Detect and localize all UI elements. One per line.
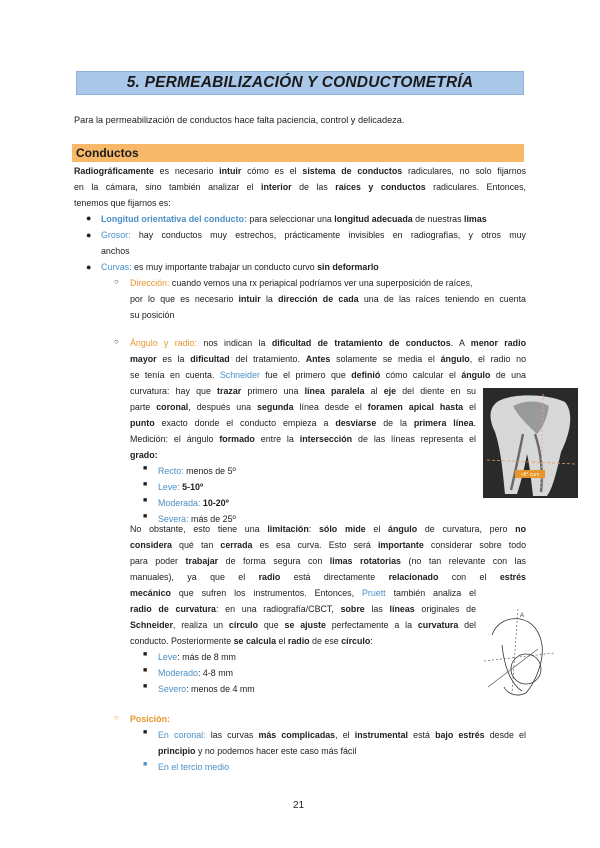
grade-item: Recto: menos de 5º <box>158 466 236 476</box>
grade-item: Leve: 5-10º <box>158 482 204 492</box>
paragraph-line: radio de curvatura: en una radiografía/CBCT, sobre las líneas originales de <box>130 604 477 614</box>
bullet-square-icon: ■ <box>143 729 148 736</box>
curvature-radius-sketch <box>478 605 558 700</box>
list-item-continuation: curvatura: hay que trazar primero una línea paralela al eje del diente en su <box>130 386 476 396</box>
bullet-disc-icon: ● <box>86 262 92 272</box>
section-heading-banner <box>72 144 524 162</box>
chapter-title-banner <box>76 71 524 95</box>
list-item-continuation: mayor es la dificultad del tratamiento. Antes solamente se media el ángulo, el radio no <box>130 354 526 364</box>
bullet-square-icon: ■ <box>143 651 148 658</box>
paragraph-line: tenemos que fijarnos es: <box>74 198 171 208</box>
paragraph-line: considera qué tan cerrada es esa curva. Esto será importante considerar sobre todo <box>130 540 527 550</box>
list-item-continuation: Medición: el ángulo formado entre la intersección de las líneas representa el <box>130 434 476 444</box>
intro-paragraph: Para la permeabilización de conductos hace falta paciencia, control y delicadeza. <box>74 115 405 125</box>
list-item-continuation: anchos <box>101 246 130 256</box>
section-heading: Conductos <box>76 146 139 160</box>
list-item: Grosor: hay conductos muy estrechos, prácticamente invisibles en radiografías, y otros muy <box>101 230 526 240</box>
radiograph-label: +5° curv <box>520 472 540 478</box>
paragraph-line: en la cámara, sino también analizar el interior de las raíces y conductos radiculares. Entonces, <box>74 182 526 192</box>
bullet-square-icon: ■ <box>143 481 148 488</box>
grade-item: Moderada: 10-20º <box>158 498 229 508</box>
chapter-title: 5. PERMEABILIZACIÓN Y CONDUCTOMETRÍA <box>126 74 474 91</box>
bullet-circle-icon: ○ <box>114 277 119 286</box>
list-item: Curvas: es muy importante trabajar un conducto curvo sin deformarlo <box>101 262 379 272</box>
bullet-square-icon: ■ <box>143 465 148 472</box>
bullet-circle-icon: ○ <box>114 713 119 722</box>
list-item-continuation: se tenía en cuenta. Schneider fue el primero que definió cómo calcular el ángulo de una <box>130 370 526 380</box>
list-item: Posición: <box>130 714 170 724</box>
bullet-circle-icon: ○ <box>114 337 119 346</box>
position-item: En coronal: las curvas más complicadas, el instrumental está bajo estrés desde el <box>158 730 526 740</box>
list-item-continuation: grado: <box>130 450 158 460</box>
paragraph-line: Radiográficamente es necesario intuir cómo es el sistema de conductos radiculares, no solo fijarnos <box>74 166 526 176</box>
bullet-disc-icon: ● <box>86 213 92 223</box>
position-item-continuation: principio y no podemos hacer este caso más fácil <box>158 746 357 756</box>
paragraph-line: mecánico que sufren los instrumentos. Entonces, Pruett también analiza el <box>130 588 476 598</box>
list-item: Dirección: cuando vemos una rx periapical podríamos ver una superposición de raíces, <box>130 278 473 288</box>
page-number: 21 <box>293 800 305 811</box>
bullet-square-icon: ■ <box>143 513 148 520</box>
grade-item: Severa: más de 25º <box>158 514 236 524</box>
paragraph-line: para poder trabajar de forma segura con limas rotatorias (no tan relevante con las <box>130 556 526 566</box>
bullet-square-icon: ■ <box>143 667 148 674</box>
paragraph-line: No obstante, esto tiene una limitación: sólo mide el ángulo de curvatura, pero no <box>130 524 526 534</box>
list-item-continuation: punto exacto donde el conducto empieza a desviarse de la primera línea. <box>130 418 476 428</box>
bullet-disc-icon: ● <box>86 230 92 240</box>
list-item: Longitud orientativa del conducto: para seleccionar una longitud adecuada de nuestras limas <box>101 214 487 224</box>
radius-item: Severo: menos de 4 mm <box>158 684 255 694</box>
svg-text:A: A <box>520 613 525 619</box>
radius-item: Leve: más de 8 mm <box>158 652 236 662</box>
bullet-square-icon: ■ <box>143 761 148 768</box>
radius-item: Moderado: 4-8 mm <box>158 668 233 678</box>
list-item-continuation: parte coronal, después una segunda línea desde el foramen apical hasta el <box>130 402 477 412</box>
list-item-continuation: por lo que es necesario intuir la dirección de cada una de las raíces teniendo en cuenta <box>130 294 526 304</box>
paragraph-line: manuales), ya que el radio está directamente relacionado con el estrés <box>130 572 526 582</box>
list-item-continuation: su posición <box>130 310 175 320</box>
list-item: Ángulo y radio: nos indican la dificultad de tratamiento de conductos. A menor radio <box>130 338 526 348</box>
tooth-radiograph-image <box>483 388 578 498</box>
paragraph-line: conducto. Posteriormente se calcula el radio de ese círculo: <box>130 636 373 646</box>
position-item: En el tercio medio <box>158 762 230 772</box>
paragraph-line: Schneider, realiza un círculo que se ajuste perfectamente a la curvatura del <box>130 620 476 630</box>
bullet-square-icon: ■ <box>143 497 148 504</box>
bullet-square-icon: ■ <box>143 683 148 690</box>
